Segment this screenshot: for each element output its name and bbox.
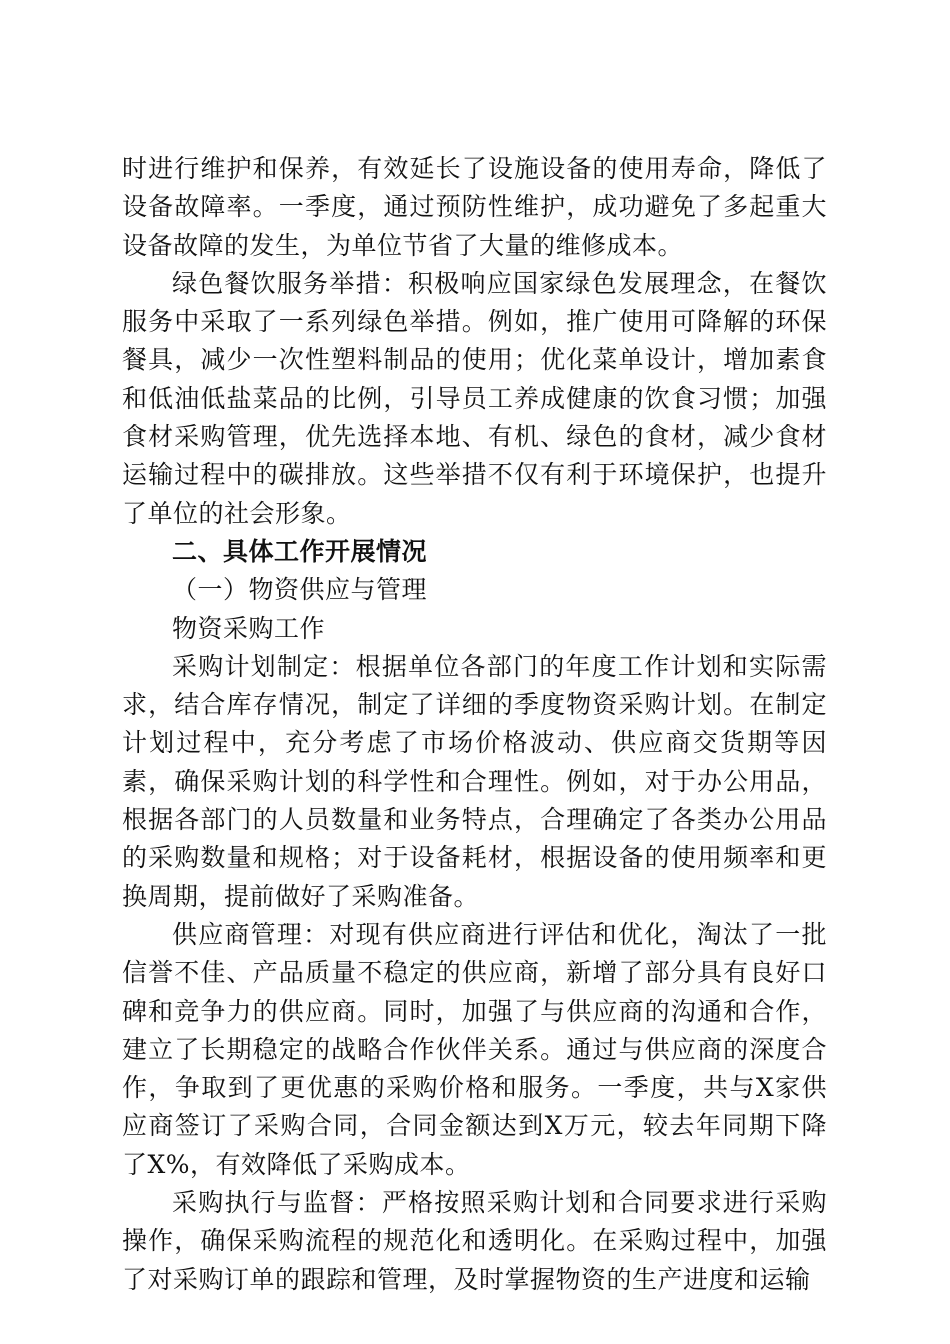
paragraph-supplier-management: 供应商管理：对现有供应商进行评估和优化，淘汰了一批信誉不佳、产品质量不稳定的供应商，新增了部分具有良好口碑和竞争力的供应商。同时，加强了与供应商的沟通和合作，建立了长期稳定的战略合作伙伴关系。通过与供应商的深度合作，争取到了更优惠的采购价格和服务。一季度，共与X家供应商签订了采购合同，合同金额达到X万元，较去年同期下降了X%，有效降低了采购成本。 <box>122 919 827 1179</box>
paragraph-procurement-plan: 采购计划制定：根据单位各部门的年度工作计划和实际需求，结合库存情况，制定了详细的季度物资采购计划。在制定计划过程中，充分考虑了市场价格波动、供应商交货期等因素，确保采购计划的科学性和合理性。例如，对于办公用品，根据各部门的人员数量和业务特点，合理确定了各类办公用品的采购数量和规格；对于设备耗材，根据设备的使用频率和更换周期，提前做好了采购准备。 <box>122 651 827 911</box>
subsection-heading: （一）物资供应与管理 <box>172 575 428 605</box>
paragraph-green-catering: 绿色餐饮服务举措：积极响应国家绿色发展理念，在餐饮服务中采取了一系列绿色举措。例如，推广使用可降解的环保餐具，减少一次性塑料制品的使用；优化菜单设计，增加素食和低油低盐菜品的比例，引导员工养成健康的饮食习惯；加强食材采购管理，优先选择本地、有机、绿色的食材，减少食材运输过程中的碳排放。这些举措不仅有利于环境保护，也提升了单位的社会形象。 <box>122 268 827 528</box>
topic-title: 物资采购工作 <box>172 613 326 643</box>
paragraph-procurement-execution: 采购执行与监督：严格按照采购计划和合同要求进行采购操作，确保采购流程的规范化和透明化。在采购过程中，加强了对采购订单的跟踪和管理，及时掌握物资的生产进度和运输 <box>122 1188 827 1294</box>
document-body <box>122 150 827 1299</box>
section-heading: 二、具体工作开展情况 <box>172 536 428 566</box>
paragraph-continuation: 时进行维护和保养，有效延长了设施设备的使用寿命，降低了设备故障率。一季度，通过预防性维护，成功避免了多起重大设备故障的发生，为单位节省了大量的维修成本。 <box>122 154 827 260</box>
